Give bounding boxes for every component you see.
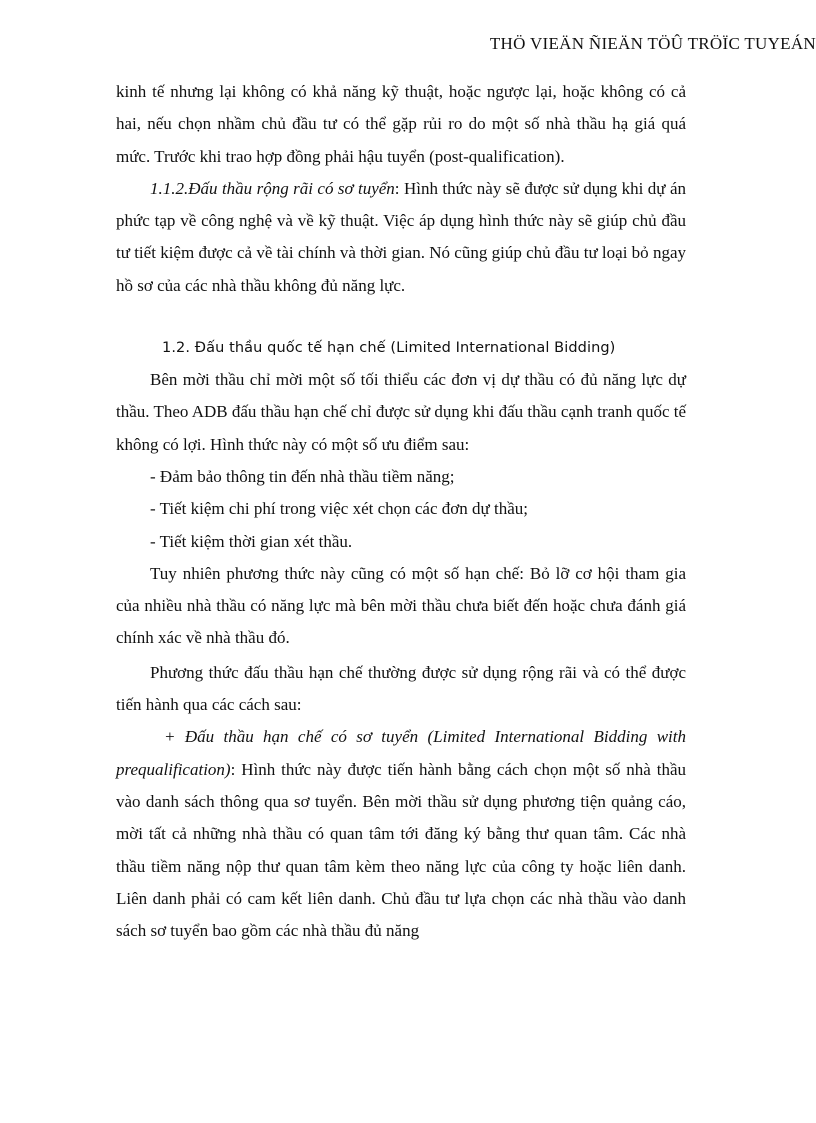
paragraph-methods: Phương thức đấu thầu hạn chế thường được sử dụng rộng rãi và có thể được tiến hành qua các cách sau: xyxy=(116,662,686,715)
section-title: 1.2. Đấu thầu quốc tế hạn chế (Limited International Bidding) xyxy=(162,340,616,357)
paragraph-limitations: Tuy nhiên phương thức này cũng có một số hạn chế: Bỏ lỡ cơ hội tham gia của nhiều nhà thầu có năng lực mà bên mời thầu chưa biết đến hoặc chưa đánh giá chính xác về nhà thầu đó. xyxy=(116,563,686,648)
paragraph-open-bidding-prequalification xyxy=(116,173,686,302)
method-heading: + Đấu thầu hạn chế có sơ tuyển (Limited International Bidding with prequalification) xyxy=(116,727,686,779)
paragraph-limited-bidding-intro: Bên mời thầu chỉ mời một số tối thiểu các đơn vị dự thầu có đủ năng lực dự thầu. Theo ADB đấu thầu hạn chế chỉ được sử dụng khi đấu thầu cạnh tranh quốc tế không có lợi. Hình thức này có một số ưu điểm sau: xyxy=(116,370,687,454)
bullet-item: - Tiết kiệm chi phí trong việc xét chọn các đơn dự thầu; xyxy=(150,499,528,519)
bullet-item: - Tiết kiệm thời gian xét thầu. xyxy=(150,531,353,551)
page-header: THÖ VIEÄN ÑIEÄN TÖÛ TRÖÏC TUYEÁN xyxy=(489,34,816,53)
bullet-item: - Đảm bảo thông tin đến nhà thầu tiềm năng; xyxy=(150,466,455,486)
paragraph-limited-with-prequalification xyxy=(116,721,686,947)
paragraph-text: : Hình thức này sẽ được sử dụng khi dự án phức tạp về công nghệ và về kỹ thuật. Việc áp dụng hình thức này sẽ giúp chủ đầu tư tiết kiệm được cả về tài chính và thời gian. Nó cũng giúp chủ đầu tư loại bỏ ngay hồ sơ của các nhà thầu không đủ năng lực. xyxy=(116,178,686,295)
document-body xyxy=(116,76,686,947)
paragraph-text: : Hình thức này được tiến hành bằng cách chọn một số nhà thầu vào danh sách thông qua sơ tuyển. Bên mời thầu sử dụng phương tiện quảng cáo, mời tất cả những nhà thầu có quan tâm tới đăng ký bằng thư quan tâm. Các nhà thầu tiềm năng nộp thư quan tâm kèm theo năng lực của công ty hoặc liên danh. Liên danh phải có cam kết liên danh. Chủ đầu tư lựa chọn các nhà thầu vào danh sách sơ tuyển bao gồm các nhà thầu đủ năng xyxy=(116,759,686,941)
paragraph-continuation: kinh tế nhưng lại không có khả năng kỹ thuật, hoặc ngược lại, hoặc không có cả hai, nếu chọn nhầm chủ đầu tư có thể gặp rủi ro do một số nhà thầu hạ giá quá mức. Trước khi trao hợp đồng phải hậu tuyển (post-qualification). xyxy=(116,82,686,166)
subsection-heading: 1.1.2.Đấu thầu rộng rãi có sơ tuyển xyxy=(150,178,395,198)
